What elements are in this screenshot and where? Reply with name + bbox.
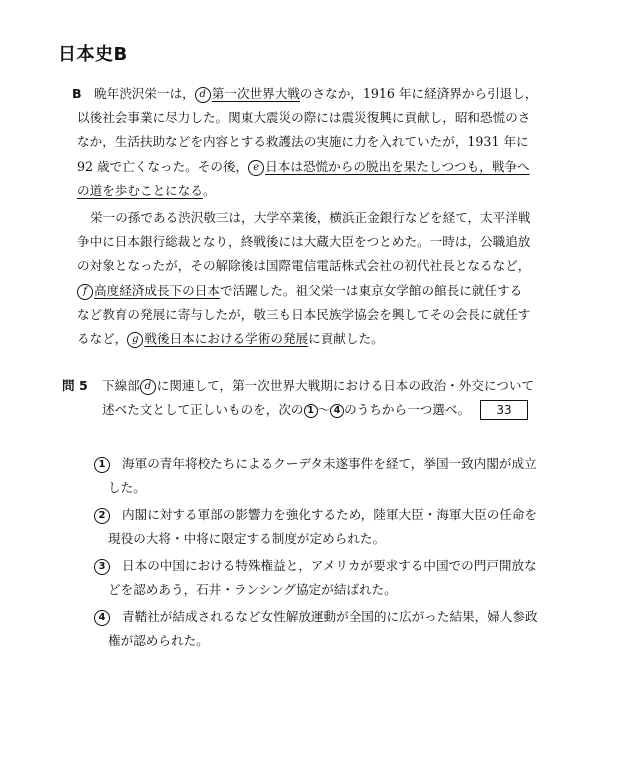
choice-2[interactable]: [94, 503, 554, 550]
choice-range-start: 1: [304, 404, 318, 418]
question-marker-d: d: [140, 379, 156, 395]
underline-marker-f: f: [77, 284, 93, 300]
passage-line: の対象となったが，その解除後は国際電信電話株式会社の初代社長となるなど，: [77, 258, 531, 274]
passage-paragraph-2: [72, 206, 552, 351]
choice-4[interactable]: [94, 605, 554, 652]
choice-text: 青鞜社が結成されるなど女性解放運動が全国的に広がった結果，婦人参政 権が認められた。: [108, 609, 538, 648]
underlined-phrase-g: 戦後日本における学術の発展: [144, 330, 309, 346]
passage-paragraph-1: [72, 82, 552, 203]
choice-number: 2: [94, 508, 110, 524]
choice-number: 3: [94, 559, 110, 575]
underline-marker-e: e: [248, 160, 264, 176]
passage-label: B: [72, 86, 82, 101]
passage-line: f 高度経済成長下の日本で活躍した。祖父栄一は東京女学館の館長に就任する: [72, 279, 552, 303]
passage-line: 以後社会事業に尽力した。関東大震災の際には震災復興に貢献し，昭和恐慌のさ: [77, 110, 531, 126]
choice-number: 4: [94, 610, 110, 626]
choice-1[interactable]: [94, 452, 554, 499]
answer-number-box: 33: [480, 400, 528, 420]
underline-marker-g: g: [127, 332, 143, 348]
answer-choices: [94, 452, 554, 656]
underlined-phrase-e: 日本は恐慌からの脱出を果たしつつも，戦争へ: [265, 158, 530, 174]
subject-title: 日本史B: [58, 44, 128, 65]
choice-text: 海軍の青年将校たちによるクーデタ未遂事件を経て，挙国一致内閣が成立 した。: [108, 456, 537, 495]
passage-line: 晩年渋沢栄一は， d 第一次世界大戦のさなか，1916 年に経済界から引退し，: [94, 86, 538, 101]
passage-b: [72, 82, 552, 354]
underlined-phrase-f: 高度経済成長下の日本: [94, 282, 220, 298]
passage-line: など教育の発展に寄与したが，敬三も日本民族学協会を興してその会長に就任す: [77, 306, 531, 322]
passage-line: の道を歩むことになる。: [77, 182, 216, 198]
choice-3[interactable]: [94, 554, 554, 601]
passage-line: なか，生活扶助などを内容とする救護法の実施に力を入れていたが，1931 年に: [77, 134, 529, 150]
question-line: 下線部 d に関連して，第一次世界大戦期における日本の政治・外交について: [102, 378, 535, 393]
underlined-phrase-d: 第一次世界大戦: [211, 86, 300, 101]
choice-text: 日本の中国における特殊権益と，アメリカが要求する中国での門戸開放な どを認めあう，石井・ランシング協定が結ばれた。: [108, 558, 537, 597]
choice-range-end: 4: [330, 404, 344, 418]
choice-number: 1: [94, 457, 110, 473]
passage-line: 92 歳で亡くなった。その後， e 日本は恐慌からの脱出を果たしつつも，戦争へ: [77, 158, 530, 174]
underline-marker-d: d: [195, 87, 211, 103]
question-label: 問 5: [62, 378, 88, 393]
question-5: [62, 374, 562, 422]
choice-text: 内閣に対する軍部の影響力を強化するため，陸軍大臣・海軍大臣の任命を 現役の大将・中将に限定する制度が定められた。: [108, 507, 538, 546]
question-line: 述べた文として正しいものを，次の 1 ～ 4 のうちから一つ選べ。 33: [102, 398, 562, 422]
passage-line: 栄一の孫である渋沢敬三は，大学卒業後，横浜正金銀行などを経て，太平洋戦: [90, 209, 531, 225]
question-text: [102, 374, 562, 422]
passage-line: るなど， g 戦後日本における学術の発展に貢献した。: [77, 330, 384, 346]
passage-line: 争中に日本銀行総裁となり，終戦後には大蔵大臣をつとめた。一時は，公職追放: [77, 234, 531, 250]
underlined-phrase-e-cont: の道を歩むことになる: [77, 182, 203, 198]
